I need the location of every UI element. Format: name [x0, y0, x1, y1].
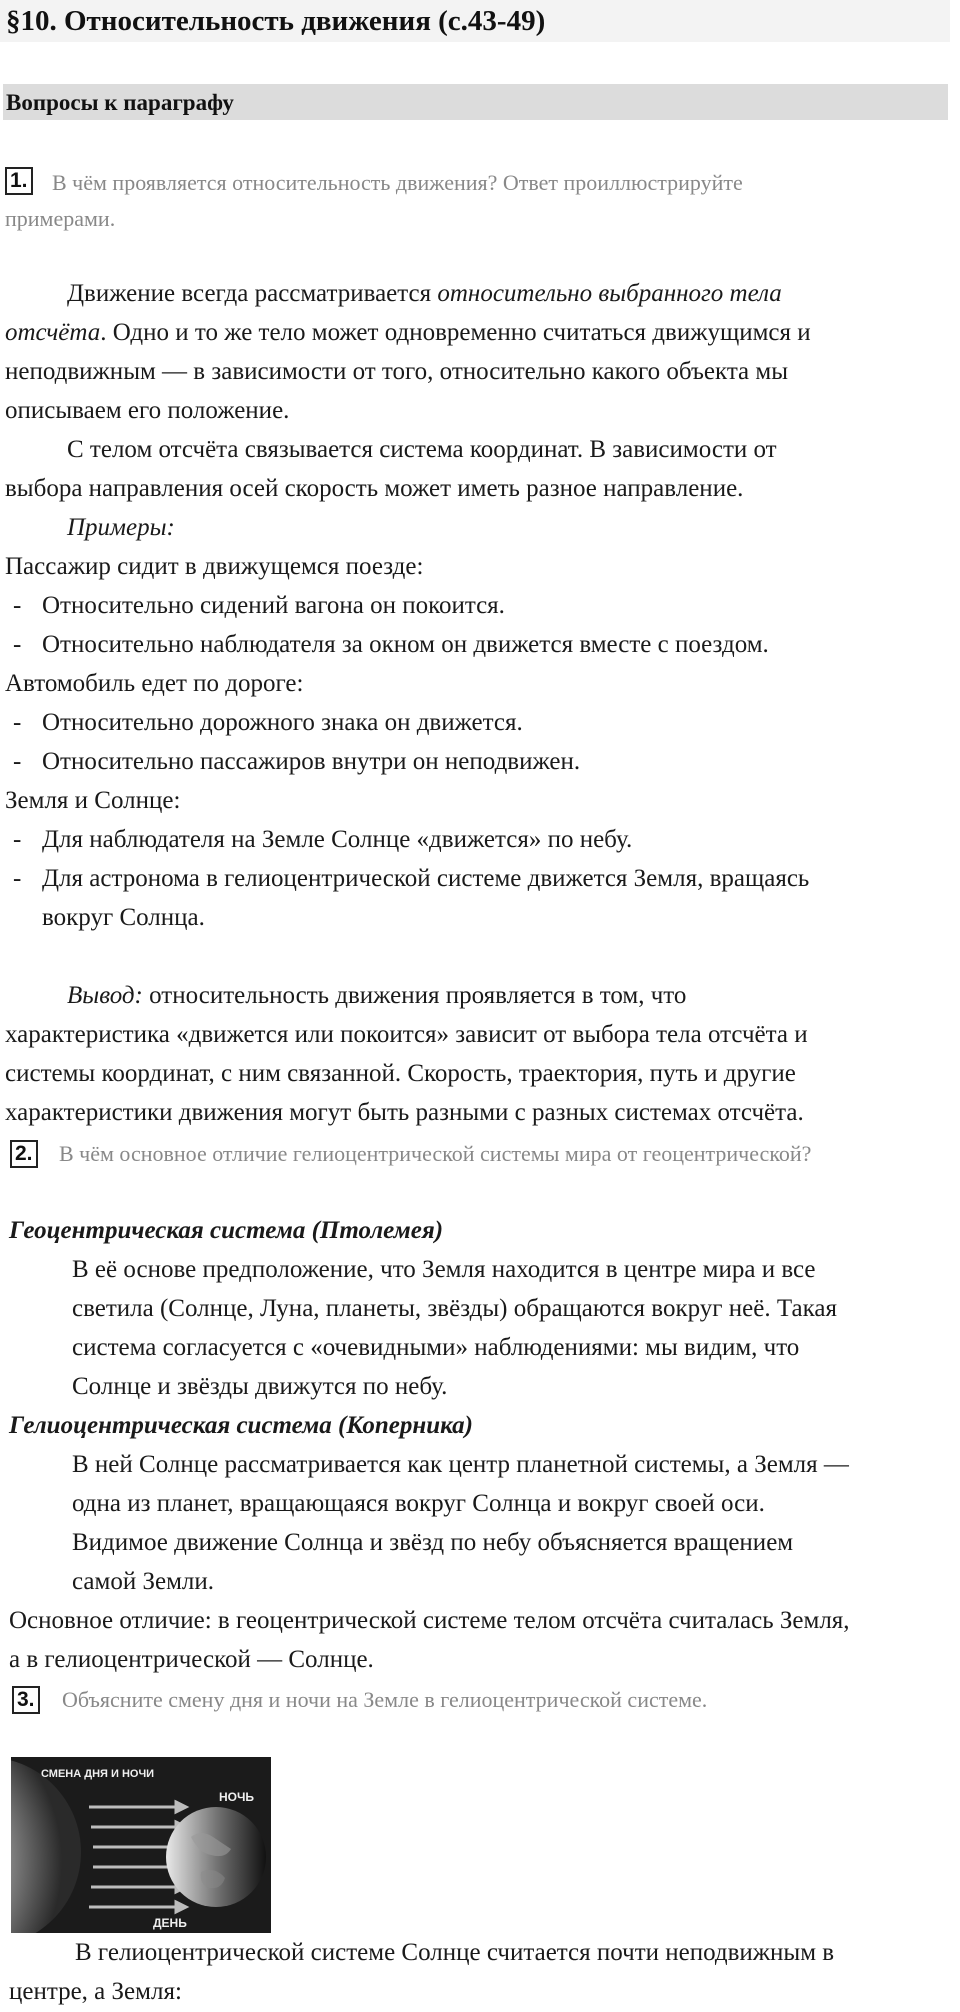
geocentric-line-3: система согласуется с «очевидными» наблюдениями: мы видим, что — [72, 1334, 800, 1361]
question-number-1: 1. — [5, 167, 33, 195]
answer-1-para1-line2 — [5, 314, 811, 352]
example-sun-item-2: Для астронома в гелиоцентрической системе движется Земля, вращаясь — [42, 865, 810, 892]
answer-3-line1: В гелиоцентрической системе Солнце считается почти неподвижным в — [75, 1939, 835, 1966]
illustration-caption: СМЕНА ДНЯ И НОЧИ — [41, 1768, 155, 1780]
answer-1-para1-line1 — [67, 275, 782, 313]
geocentric-title: Геоцентрическая система (Птолемея) — [9, 1217, 444, 1244]
example-sun-item-1: Для наблюдателя на Земле Солнце «движется» по небу. — [42, 826, 633, 853]
section-title: Вопросы к параграфу — [6, 90, 234, 115]
answer-1-para1-b: . Одно и то же тело может одновременно считаться движущимся и — [100, 319, 811, 346]
example-sun-item-2-cont: вокруг Солнца. — [42, 904, 205, 931]
example-car-item-1: Относительно дорожного знака он движется. — [42, 709, 523, 736]
bullet-dash: - — [13, 826, 22, 853]
bullet-dash: - — [13, 748, 22, 775]
bullet-dash: - — [13, 865, 22, 892]
heliocentric-line-3: Видимое движение Солнца и звёзд по небу объясняется вращением — [72, 1529, 794, 1556]
answer-1-para2-line2: выбора направления осей скорость может иметь разное направление. — [5, 475, 744, 502]
day-label: ДЕНЬ — [153, 1916, 187, 1930]
heliocentric-line-1: В ней Солнце рассматривается как центр планетной системы, а Земля — — [72, 1451, 849, 1478]
question-1-text-line1: В чём проявляется относительность движения? Ответ проиллюстрируйте — [52, 170, 743, 195]
answer-1-para1-line4: описываем его положение. — [5, 397, 290, 424]
example-train: Пассажир сидит в движущемся поезде: — [5, 553, 424, 580]
examples-label: Примеры: — [67, 514, 175, 541]
heliocentric-line-2: одна из планет, вращающаяся вокруг Солнца и вокруг своей оси. — [72, 1490, 765, 1517]
conclusion-line2: характеристика «движется или покоится» зависит от выбора тела отсчёта и — [5, 1021, 808, 1048]
night-label: НОЧЬ — [219, 1790, 255, 1804]
answer-1-para1-a-italic: относительно выбранного тела — [437, 280, 782, 307]
answer-1-para1-b-italic: отсчёта — [5, 319, 101, 346]
bullet-dash: - — [13, 709, 22, 736]
example-car-item-2: Относительно пассажиров внутри он неподвижен. — [42, 748, 581, 775]
day-night-image — [11, 1757, 271, 1933]
geocentric-line-4: Солнце и звёзды движутся по небу. — [72, 1373, 448, 1400]
bullet-dash: - — [13, 592, 22, 619]
difference-line1: Основное отличие: в геоцентрической системе телом отсчёта считалась Земля, — [9, 1607, 850, 1634]
conclusion-label: Вывод: — [67, 982, 143, 1009]
heliocentric-line-4: самой Земли. — [72, 1568, 214, 1595]
example-train-item-2: Относительно наблюдателя за окном он движется вместе с поездом. — [42, 631, 769, 658]
answer-1-para2-line1: С телом отсчёта связывается система координат. В зависимости от — [67, 436, 777, 463]
answer-1-para1-line3: неподвижным — в зависимости от того, относительно какого объекта мы — [5, 358, 789, 385]
example-sun: Земля и Солнце: — [5, 787, 181, 814]
conclusion-text: относительность движения проявляется в том, что — [142, 982, 687, 1009]
example-train-item-1: Относительно сидений вагона он покоится. — [42, 592, 505, 619]
heliocentric-title: Гелиоцентрическая система (Коперника) — [9, 1412, 474, 1439]
answer-1-para1-a: Движение всегда рассматривается — [67, 280, 438, 307]
question-1-text-line2: примерами. — [5, 206, 116, 231]
geocentric-line-1: В её основе предположение, что Земля находится в центре мира и все — [72, 1256, 816, 1283]
answer-3-line2: центре, а Земля: — [9, 1978, 182, 2005]
question-number-3: 3. — [12, 1686, 40, 1714]
day-night-illustration — [11, 1757, 271, 1933]
question-2-text: В чём основное отличие гелиоцентрической системы мира от геоцентрической? — [59, 1141, 812, 1166]
difference-line2: а в гелиоцентрической — Солнце. — [9, 1646, 374, 1673]
question-3-text: Объясните смену дня и ночи на Земле в гелиоцентрической системе. — [62, 1687, 708, 1712]
bullet-dash: - — [13, 631, 22, 658]
question-number-2: 2. — [10, 1140, 38, 1168]
conclusion-line3: системы координат, с ним связанной. Скорость, траектория, путь и другие — [5, 1060, 796, 1087]
geocentric-line-2: светила (Солнце, Луна, планеты, звёзды) обращаются вокруг неё. Такая — [72, 1295, 837, 1322]
example-car: Автомобиль едет по дороге: — [5, 670, 304, 697]
earth-shape — [166, 1807, 266, 1907]
page-title: §10. Относительность движения (с.43-49) — [6, 5, 546, 37]
conclusion-line1 — [67, 977, 686, 1015]
conclusion-line4: характеристики движения могут быть разными с разных системах отсчёта. — [5, 1099, 804, 1126]
